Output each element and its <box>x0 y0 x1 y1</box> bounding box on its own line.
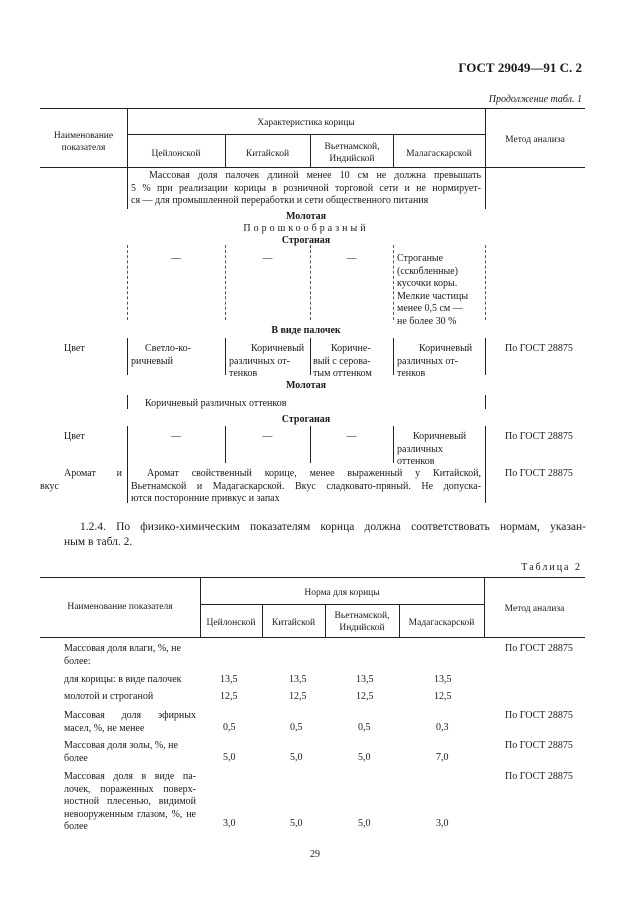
t2-row-label: молотой и строганой <box>64 691 154 702</box>
t1-ground-color: Коричневый различных оттенков <box>145 398 287 409</box>
t1-planed-madag: Строганые (сскобленные) кусочки коры. Мелкие частицы менее 0,5 см — не более 30 % <box>397 253 469 327</box>
t1-sub-planed-2: Строганая <box>281 414 331 425</box>
t2-row-method: По ГОСТ 28875 <box>505 771 573 782</box>
t2-cell: 0,3 <box>436 722 449 733</box>
t1-color-viet: Коричне- вый с серова- тым оттенком <box>313 343 372 379</box>
t2-cell: 5,0 <box>358 752 371 763</box>
t1-col-china: Китайской <box>245 149 290 159</box>
t2-cell: 13,5 <box>220 674 238 685</box>
t1-sub-ground: Молотая <box>285 211 327 222</box>
t1-col-name: Наименование показателя <box>53 131 114 153</box>
t1-sub-planed: Строганая <box>281 235 331 246</box>
t1-col-madag: Малагаскарской <box>406 149 472 159</box>
t2-col-madag: Мадагаскарской <box>408 618 475 628</box>
t2-cell: 5,0 <box>358 818 371 829</box>
t2-cell: 13,5 <box>356 674 374 685</box>
t2-cell: 12,5 <box>289 691 307 702</box>
t2-row-label: для корицы: в виде палочек <box>64 674 182 685</box>
t1-planed-color-ceylon: — <box>171 431 181 442</box>
t2-col-group: Норма для корицы <box>304 588 380 598</box>
table-continuation-label: Продолжение табл. 1 <box>488 94 582 105</box>
t2-cell: 0,5 <box>358 722 371 733</box>
t1-planed-viet: — <box>346 253 357 264</box>
t1-color-label: Цвет <box>64 343 85 354</box>
t1-color-ceylon: Светло-ко- ричневый <box>131 343 191 367</box>
t2-row-method: По ГОСТ 28875 <box>505 740 573 751</box>
t1-planed-color-viet: — <box>346 431 357 442</box>
page-number: 29 <box>310 849 320 860</box>
t2-cell: 7,0 <box>436 752 449 763</box>
t2-cell: 0,5 <box>223 722 236 733</box>
t1-aroma-label: Аромат и вкус <box>40 468 122 492</box>
t2-cell: 12,5 <box>434 691 452 702</box>
t1-sub-powder: Порошкообразный <box>243 223 369 234</box>
t2-col-ceylon: Цейлонской <box>206 618 256 628</box>
t1-method-aroma: По ГОСТ 28875 <box>505 468 573 479</box>
table-2-label: Таблица 2 <box>521 562 582 573</box>
t1-method-color: По ГОСТ 28875 <box>505 343 573 354</box>
t1-color-china: Коричневый различных от- тенков <box>229 343 305 379</box>
t2-row-label: Массовая доля эфирных масел, %, не менее <box>64 710 196 734</box>
t2-row-method: По ГОСТ 28875 <box>505 710 573 721</box>
page-header: ГОСТ 29049—91 С. 2 <box>458 60 582 75</box>
t1-col-ceylon: Цейлонской <box>151 149 201 159</box>
t1-planed-ceylon: — <box>171 253 181 264</box>
t1-col-viet: Вьетнамской, Индийской <box>324 142 380 164</box>
paragraph-1-2-4: 1.2.4. По физико-химическим показателям корица должна соответствовать нормам, указан- ным в табл. 2. <box>64 521 586 548</box>
t1-planed-color-madag: Коричневый различных оттенков <box>397 431 467 467</box>
t2-cell: 13,5 <box>434 674 452 685</box>
t2-cell: 5,0 <box>290 752 303 763</box>
t2-col-method: Метод анализа <box>504 604 565 614</box>
t2-cell: 5,0 <box>290 818 303 829</box>
t1-method-planed: По ГОСТ 28875 <box>505 431 573 442</box>
t2-cell: 13,5 <box>289 674 307 685</box>
t2-cell: 12,5 <box>356 691 374 702</box>
t1-planed-color-china: — <box>262 431 273 442</box>
t1-col-method: Метод анализа <box>505 135 565 145</box>
t1-color-label-2: Цвет <box>64 431 85 442</box>
t1-sub-ground-2: Молотая <box>285 380 327 391</box>
t1-sub-sticks: В виде палочек <box>271 325 341 336</box>
t2-cell: 3,0 <box>223 818 236 829</box>
t2-row-label: Массовая доля золы, %, не более <box>64 740 178 764</box>
t2-row-method: По ГОСТ 28875 <box>505 643 573 654</box>
t2-col-name: Наименование показателя <box>67 602 173 612</box>
t2-cell: 5,0 <box>223 752 236 763</box>
t2-col-china: Китайской <box>271 618 316 628</box>
t2-col-viet: Вьетнамской, Индийской <box>334 611 390 633</box>
t1-note: Массовая доля палочек длиной менее 10 см не должна превышать 5 % при реализации корицы в розничной торговой сети и не нормирует- ся — для промышленной переработки и сети общественного питания <box>131 170 481 206</box>
t2-cell: 3,0 <box>436 818 449 829</box>
t2-row-label: Массовая доля в виде па- лочек, пораженных поверх- ностной плесенью, видимой невооруженным глазом, %, не более <box>64 771 196 832</box>
t2-row-label: Массовая доля влаги, %, не более: <box>64 643 181 667</box>
t1-col-group: Характеристика корицы <box>257 118 355 128</box>
t2-cell: 12,5 <box>220 691 238 702</box>
t1-color-madag: Коричневый различных от- тенков <box>397 343 473 379</box>
t1-aroma-text: Аромат свойственный корице, менее выраженный у Китайской, Вьетнамской и Мадагаскарской. Вкус сладковато-пряный. Не допуска- ются посторонние привкус и запах <box>131 468 481 504</box>
t1-planed-china: — <box>262 253 273 264</box>
t2-cell: 0,5 <box>290 722 303 733</box>
